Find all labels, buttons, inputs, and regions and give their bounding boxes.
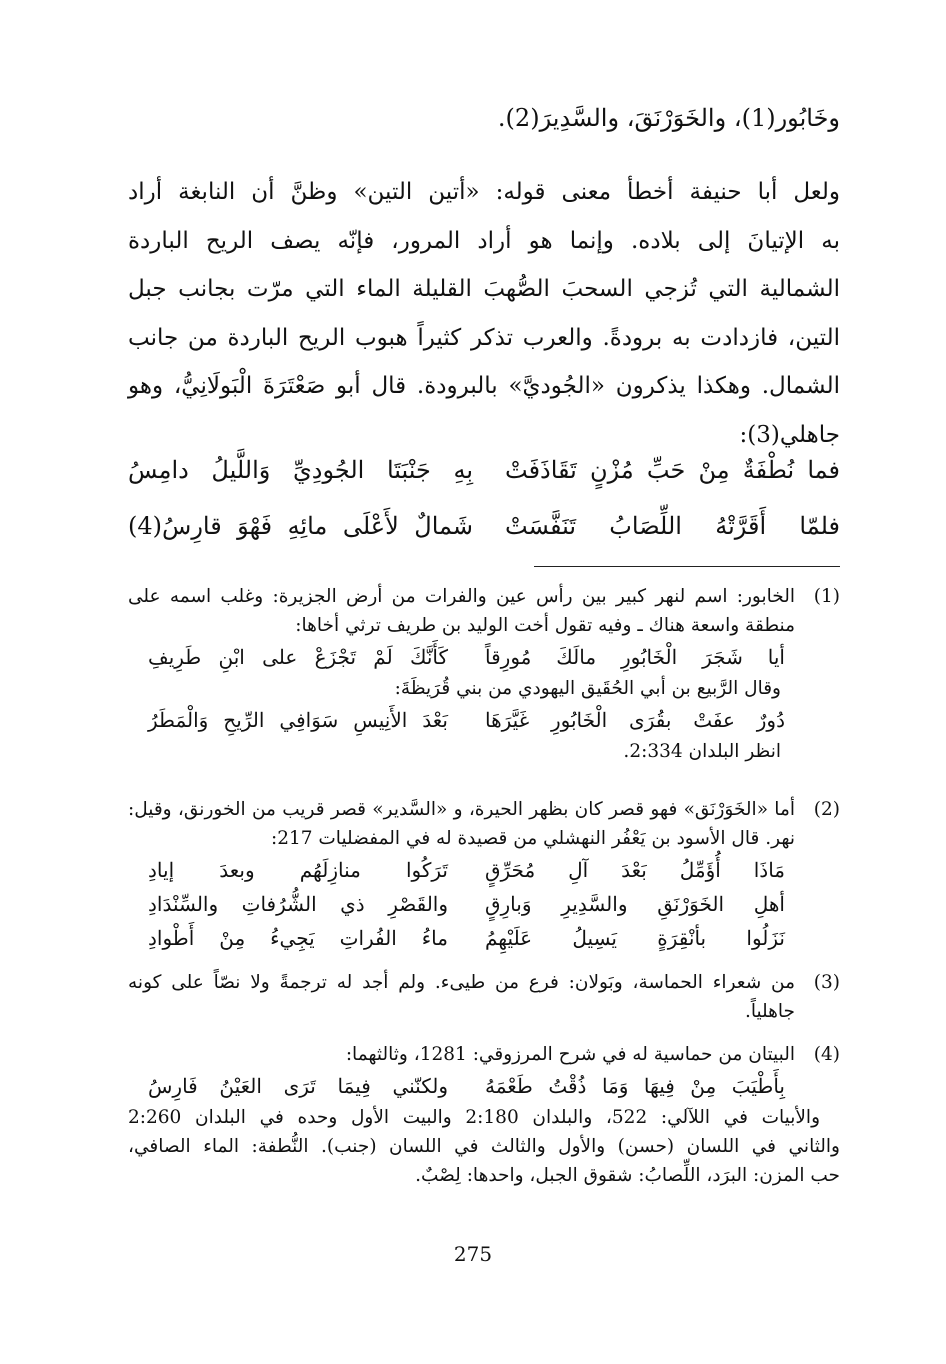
footnote-line: البيتان من حماسية له في شرح المرزوقي: 1281، وثالثهما: bbox=[345, 1044, 795, 1065]
footnote-line: الخابور: اسم لنهر كبير بين رأس عين والفرات من أرض الجزيرة: وغلب اسمه على bbox=[128, 586, 795, 607]
paragraph-line: ولعل أبا حنيفة أخطأ معنى قوله: «أتين التين» وظنَّ أن النابغة أراد bbox=[128, 179, 840, 205]
footnote-number: (2) bbox=[813, 799, 840, 820]
footnote-1 bbox=[128, 582, 840, 766]
verse-second-hemistich: ولكنّني فِيمَا تَرَى العَيْنُ فَارِسُ bbox=[148, 1074, 448, 1098]
footnote-tail bbox=[128, 1103, 840, 1190]
verse-second-hemistich: تَرَكُوا منازِلَهُم وبعدَ إيادِ bbox=[148, 858, 448, 882]
footnote-line: جاهلياً. bbox=[744, 1001, 795, 1022]
footnote-line: والثاني في اللسان (حسن) والأول والثالث في اللسان (جنب). النُّطفة: الماء الصافي، bbox=[128, 1136, 840, 1157]
footnote-line: والأبيات في اللآلي: 522، والبلدان 2:180 والبيت الأول وحده في البلدان 2:260 bbox=[128, 1107, 820, 1128]
verse-second-hemistich: شَمالٌ لأَعْلَى مائِهِ فَهْوَ قارِسُ(4) bbox=[128, 512, 473, 540]
paragraph-line: الشمالية التي تُزجي السحبَ الصُّهبَ القليلة الماء التي مرّت بجانب جبل bbox=[128, 276, 840, 302]
poem-verse bbox=[128, 500, 840, 552]
verse-first-hemistich: مَاذَا أُؤَمِّلُ بَعْدَ آلِ مُحَرِّقٍ bbox=[485, 858, 785, 882]
footnote-verse bbox=[128, 853, 795, 887]
verse-first-hemistich: فما نُطْفَةٌ مِنْ حَبِّ مُزْنٍ تَقَاذَفَتْ bbox=[505, 456, 840, 484]
verse-second-hemistich: كَأَنَّكَ لَمْ تَجْزَعْ على ابْنِ طَرِيفِ bbox=[148, 645, 448, 669]
footnote-3 bbox=[128, 968, 840, 1026]
page-number: 275 bbox=[453, 1242, 493, 1266]
paragraph-line: التين، فازدادت به برودةً. والعرب تذكر كثيراً هبوب الريح الباردة من جانب bbox=[128, 324, 840, 351]
footnote-2 bbox=[128, 795, 840, 955]
verse-second-hemistich: بِهِ جَنْبَتَا الجُودِيِّ وَاللَّيلُ دامِسُ bbox=[128, 456, 473, 484]
verse-first-hemistich: أهلِ الخَوَرْنَقِ والسَّدِيرِ وَبارِقٍ bbox=[485, 892, 785, 916]
footnote-line: نهر. قال الأسود بن يَعْفُر النهشلي من قصيدة له في المفضليات 217: bbox=[270, 828, 795, 849]
footnote-line: انظر البلدان 2:334. bbox=[623, 741, 781, 762]
poem-verse bbox=[128, 444, 840, 496]
footnote-line: أما «الخَوَرْنَق» فهو قصر كان بظهر الحيرة، و «السَّدير» قصر قريب من الخورنق، وقيل: bbox=[128, 799, 795, 820]
verse-second-hemistich: ماءُ الفُراتِ يَجِيءُ مِنْ أَطْوادِ bbox=[148, 926, 448, 950]
paragraph-line: الشمال. وهكذا يذكرون «الجُوديَّ» بالبرودة. قال أبو صَعْتَرَةَ الْبَولَانِيُّ، وهو bbox=[128, 373, 840, 399]
footnote-number: (3) bbox=[813, 972, 840, 993]
footnote-line: منطقة واسعة هناك ـ وفيه تقول أخت الوليد بن طريف ترثي أخاها: bbox=[295, 615, 795, 636]
footnote-verse bbox=[128, 887, 795, 921]
footnote-line: من شعراء الحماسة، وبَولان: فرع من طيىء. ولم أجد له ترجمةً ولا نصّاً على كونه bbox=[128, 972, 795, 993]
footnote-verse bbox=[128, 640, 795, 674]
footnote-line: وقال الرَّبيع بن أبي الحُقَيق اليهودي من بني قُرَيظَةَ: bbox=[394, 678, 781, 699]
verse-second-hemistich: والقَصْرِ ذي الشُّرُفاتِ والسِّنْدَادِ bbox=[148, 892, 448, 916]
main-paragraph bbox=[128, 168, 840, 459]
verse-first-hemistich: أيا شَجَرَ الْخَابُورِ مالَكَ مُورِقاً bbox=[485, 645, 785, 669]
paragraph-line: جاهلي(3): bbox=[739, 421, 840, 448]
footnote-number: (4) bbox=[813, 1044, 840, 1065]
verse-first-hemistich: نَزَلُوا بأنْقِرَةٍ يَسِيلُ عَلَيْهِمُ bbox=[485, 926, 785, 950]
verse-first-hemistich: دُورٌ عفَتْ بقُرَى الْخَابُورِ غَيَّرَهَا bbox=[485, 708, 785, 732]
paragraph-line: به الإتيانَ إلى بلاده. وإنما هو أراد المرور، فإنّه يصف الريح الباردة bbox=[128, 227, 840, 254]
opening-line: وخَابُور(1)، والخَوَرْنَقَ، والسَّدِيرَ(2). bbox=[497, 104, 840, 132]
verse-second-hemistich: بَعْدَ الأَنِيسِ سَوَافِي الرِّيحِ وَالْمَطَرُ bbox=[148, 708, 448, 732]
footnote-verse bbox=[128, 921, 795, 955]
footnote-line: حب المزن: البرَد، اللِّصابُ: شقوق الجبل، واحدها: لِصْبٌ. bbox=[415, 1165, 840, 1186]
footnote-verse bbox=[128, 703, 795, 737]
footnote-separator bbox=[534, 566, 840, 567]
footnote-number: (1) bbox=[813, 586, 840, 607]
verse-first-hemistich: بِأَطْيَبَ مِنْ فِيهَا وَمَا ذُقْتُ طَعْمَهُ bbox=[485, 1074, 785, 1098]
verse-first-hemistich: فلمّا أَقَرَّتْهُ اللِّصَابُ تَنَفَّسَتْ bbox=[505, 512, 840, 540]
footnote-verse bbox=[128, 1069, 795, 1103]
footnote-4 bbox=[128, 1040, 840, 1190]
